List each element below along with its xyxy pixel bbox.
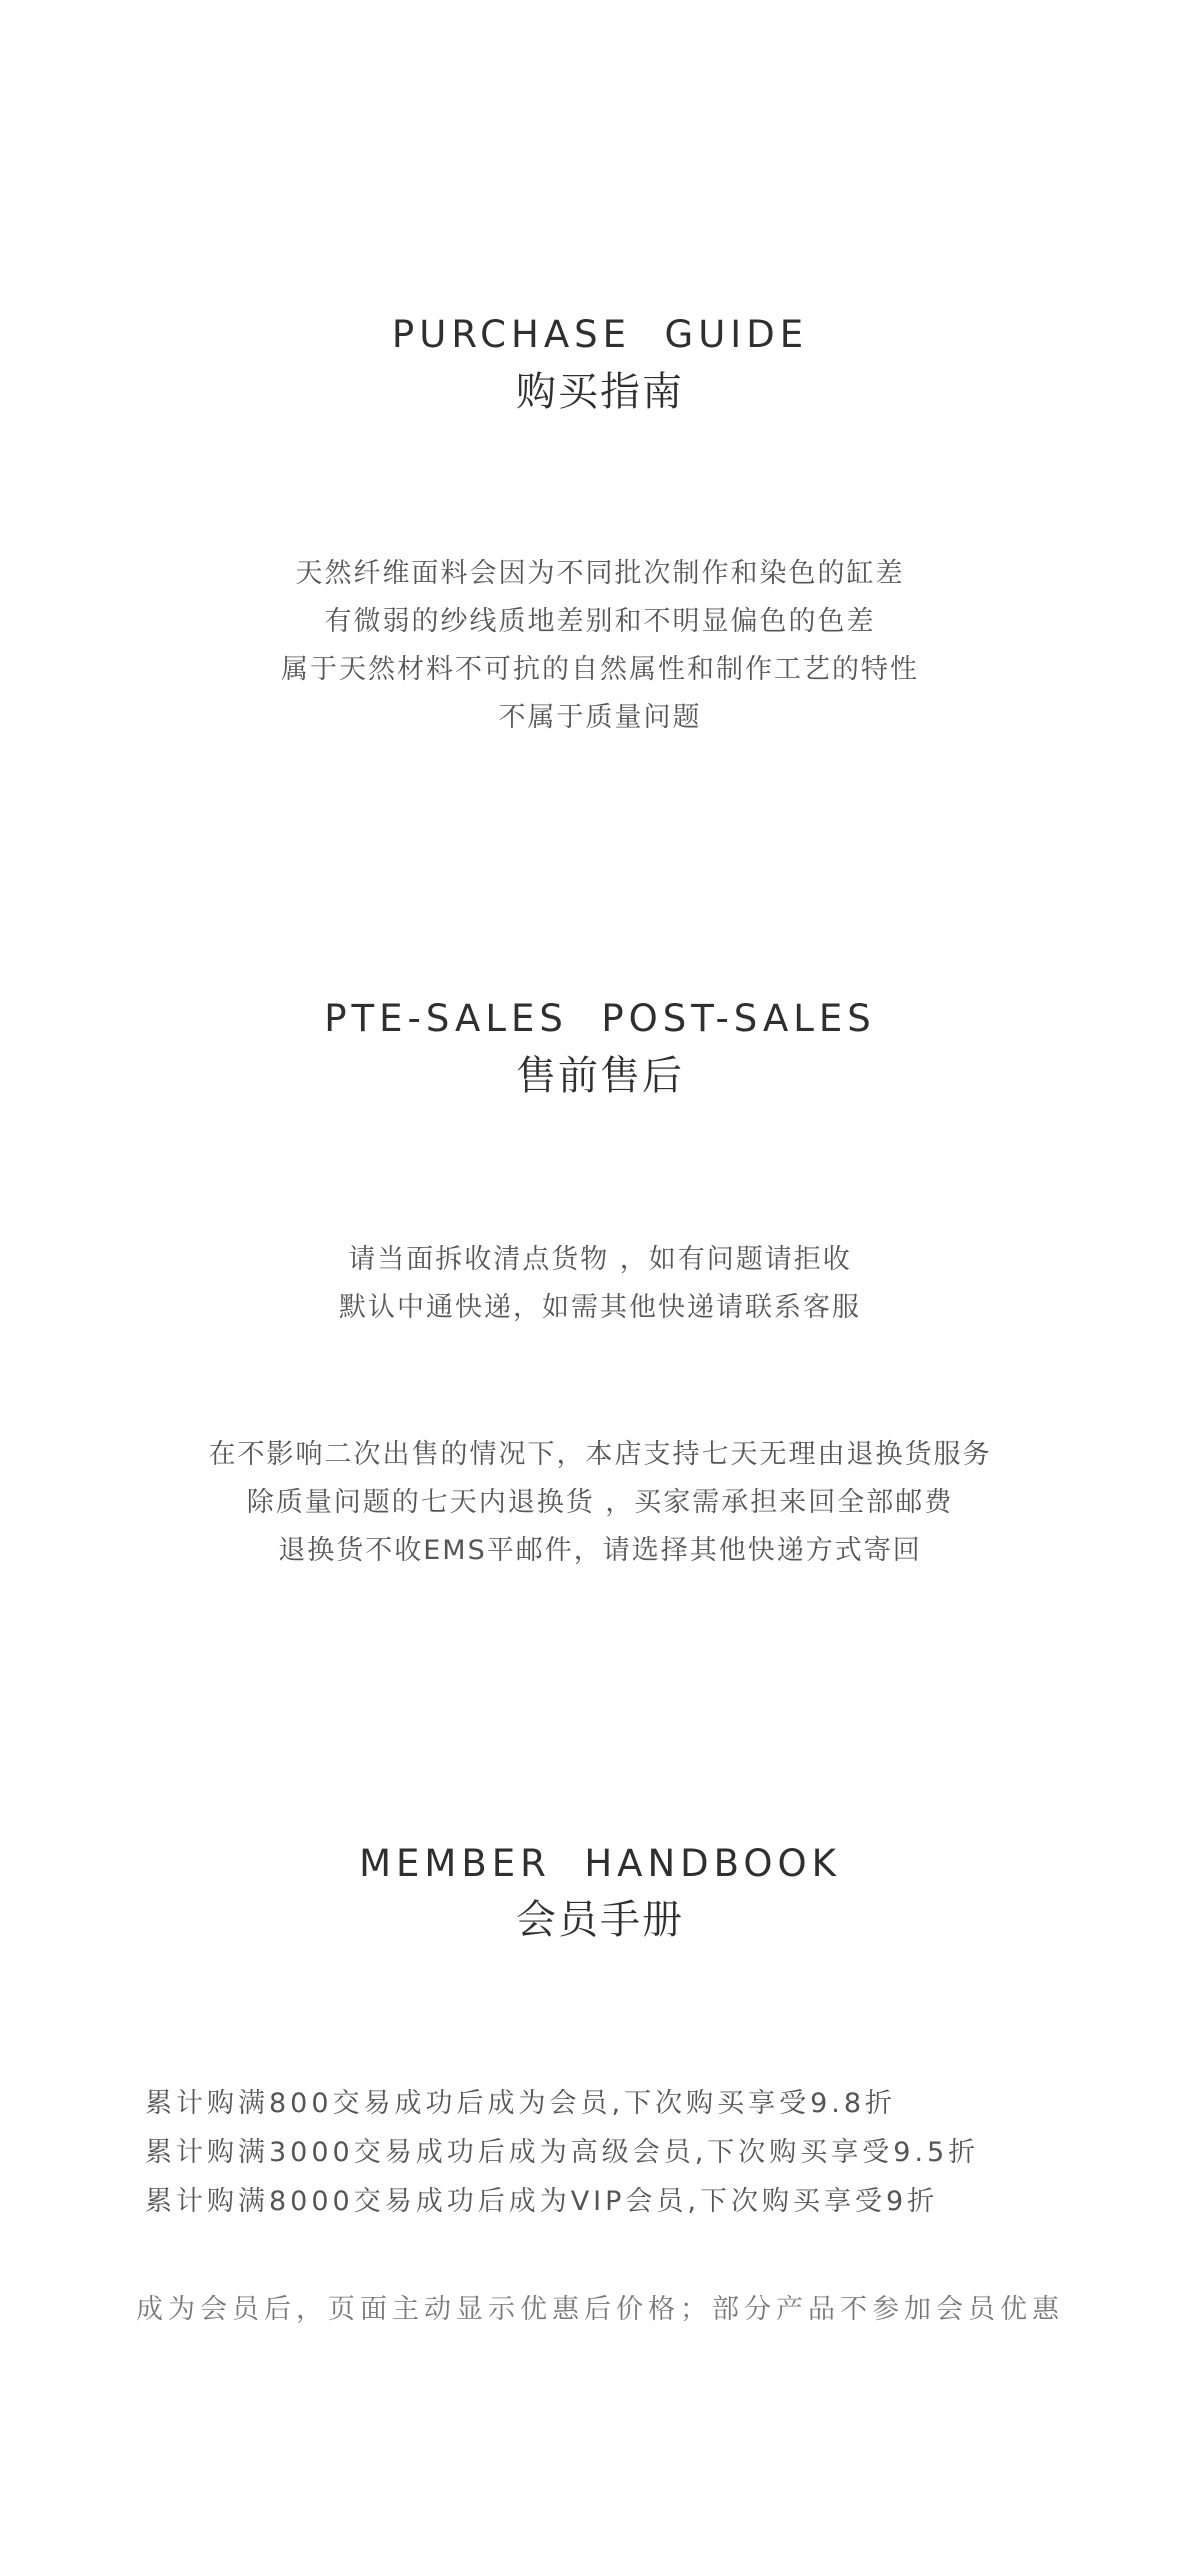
purchase-guide-line: 天然纤维面料会因为不同批次制作和染色的缸差 — [295, 558, 905, 589]
purchase-guide-line: 属于天然材料不可抗的自然属性和制作工艺的特性 — [281, 654, 919, 685]
sales-return-line: 除质量问题的七天内退换货 ，买家需承担来回全部邮费 — [246, 1487, 954, 1518]
sales-receipt-line: 请当面拆收清点货物 ，如有问题请拒收 — [348, 1244, 852, 1275]
member-tier-item: 累计购满3000交易成功后成为高级会员,下次购买享受9.5折 — [145, 2137, 980, 2168]
member-tier-list — [145, 2079, 1145, 2226]
purchase-guide-title-zh: 购买指南 — [516, 369, 684, 415]
sales-return-text — [0, 1431, 1200, 1575]
member-tier-item: 累计购满8000交易成功后成为VIP会员,下次购买享受9折 — [145, 2186, 939, 2217]
sales-title-en: PTE-SALES POST-SALES — [324, 997, 876, 1040]
sales-receipt-text — [0, 1236, 1200, 1332]
member-title-en: MEMBER HANDBOOK — [359, 1842, 841, 1885]
member-note: 成为会员后，页面主动显示优惠后价格；部分产品不参加会员优惠 — [136, 2294, 1064, 2325]
sales-return-line: 在不影响二次出售的情况下，本店支持七天无理由退换货服务 — [208, 1439, 992, 1470]
purchase-guide-line: 有微弱的纱线质地差别和不明显偏色的色差 — [324, 606, 876, 637]
sales-receipt-line: 默认中通快递，如需其他快递请联系客服 — [339, 1292, 861, 1323]
member-tier-item: 累计购满800交易成功后成为会员,下次购买享受9.8折 — [145, 2088, 897, 2119]
member-title-zh: 会员手册 — [516, 1897, 684, 1943]
sales-return-line: 退换货不收EMS平邮件，请选择其他快递方式寄回 — [278, 1535, 922, 1566]
purchase-guide-text — [0, 550, 1200, 742]
sales-title-zh: 售前售后 — [516, 1053, 684, 1099]
purchase-guide-line: 不属于质量问题 — [498, 702, 702, 733]
purchase-guide-title-en: PURCHASE GUIDE — [391, 313, 809, 356]
